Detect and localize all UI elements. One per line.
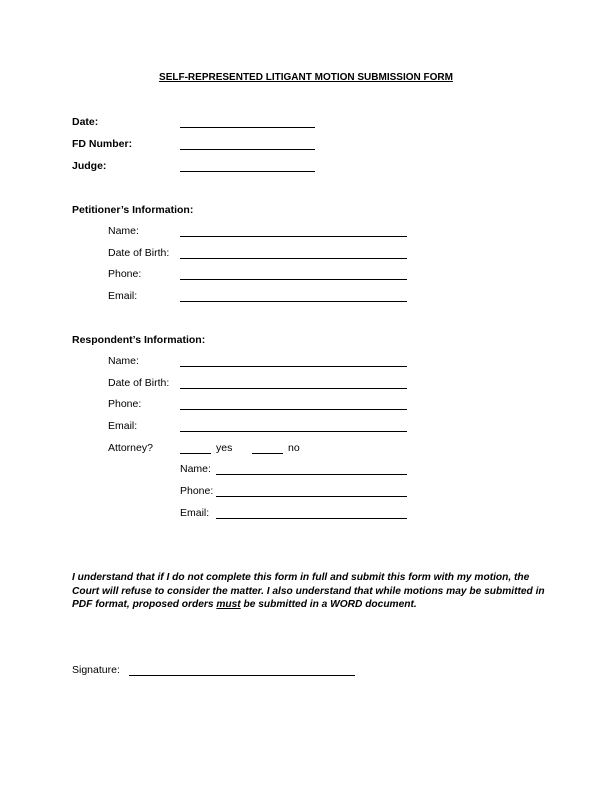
notice-text-part1: I understand that if I do not complete this form in full and submit this form with my motion, the Court will refuse to consider the matter. I also understand that while motions may be submitted in PDF format, proposed orders [72, 572, 545, 610]
attorney-no-label: no [288, 442, 300, 454]
petitioner-name-label: Name: [108, 225, 139, 237]
petitioner-dob-label: Date of Birth: [108, 247, 170, 259]
acknowledgment-notice [72, 571, 552, 612]
petitioner-name-field[interactable] [180, 236, 407, 237]
respondent-phone-field[interactable] [180, 409, 407, 410]
notice-text-part2: be submitted in a WORD document. [240, 599, 417, 610]
respondent-phone-label: Phone: [108, 398, 142, 410]
attorney-phone-field[interactable] [216, 496, 407, 497]
respondent-dob-field[interactable] [180, 388, 407, 389]
petitioner-email-field[interactable] [180, 301, 407, 302]
fd-number-field[interactable] [180, 149, 315, 150]
attorney-phone-label: Phone: [180, 485, 214, 497]
attorney-name-label: Name: [180, 463, 211, 475]
form-title: SELF-REPRESENTED LITIGANT MOTION SUBMISSION FORM [159, 72, 453, 83]
respondent-heading: Respondent’s Information: [72, 334, 206, 346]
judge-label: Judge: [72, 160, 107, 172]
attorney-yes-label: yes [216, 442, 233, 454]
judge-field[interactable] [180, 171, 315, 172]
petitioner-email-label: Email: [108, 290, 138, 302]
petitioner-phone-label: Phone: [108, 268, 142, 280]
attorney-no-blank[interactable] [252, 453, 283, 454]
attorney-name-field[interactable] [216, 474, 407, 475]
attorney-label: Attorney? [108, 442, 153, 454]
respondent-dob-label: Date of Birth: [108, 377, 170, 389]
petitioner-heading: Petitioner’s Information: [72, 204, 194, 216]
date-field[interactable] [180, 127, 315, 128]
petitioner-phone-field[interactable] [180, 279, 407, 280]
fd-number-label: FD Number: [72, 138, 133, 150]
respondent-email-field[interactable] [180, 431, 407, 432]
respondent-email-label: Email: [108, 420, 138, 432]
petitioner-dob-field[interactable] [180, 258, 407, 259]
signature-label: Signature: [72, 664, 120, 676]
respondent-name-field[interactable] [180, 366, 407, 367]
attorney-email-label: Email: [180, 507, 210, 519]
signature-field[interactable] [129, 675, 355, 676]
respondent-name-label: Name: [108, 355, 139, 367]
notice-emphasis: must [216, 599, 241, 610]
date-label: Date: [72, 116, 99, 128]
attorney-email-field[interactable] [216, 518, 407, 519]
attorney-yes-blank[interactable] [180, 453, 211, 454]
